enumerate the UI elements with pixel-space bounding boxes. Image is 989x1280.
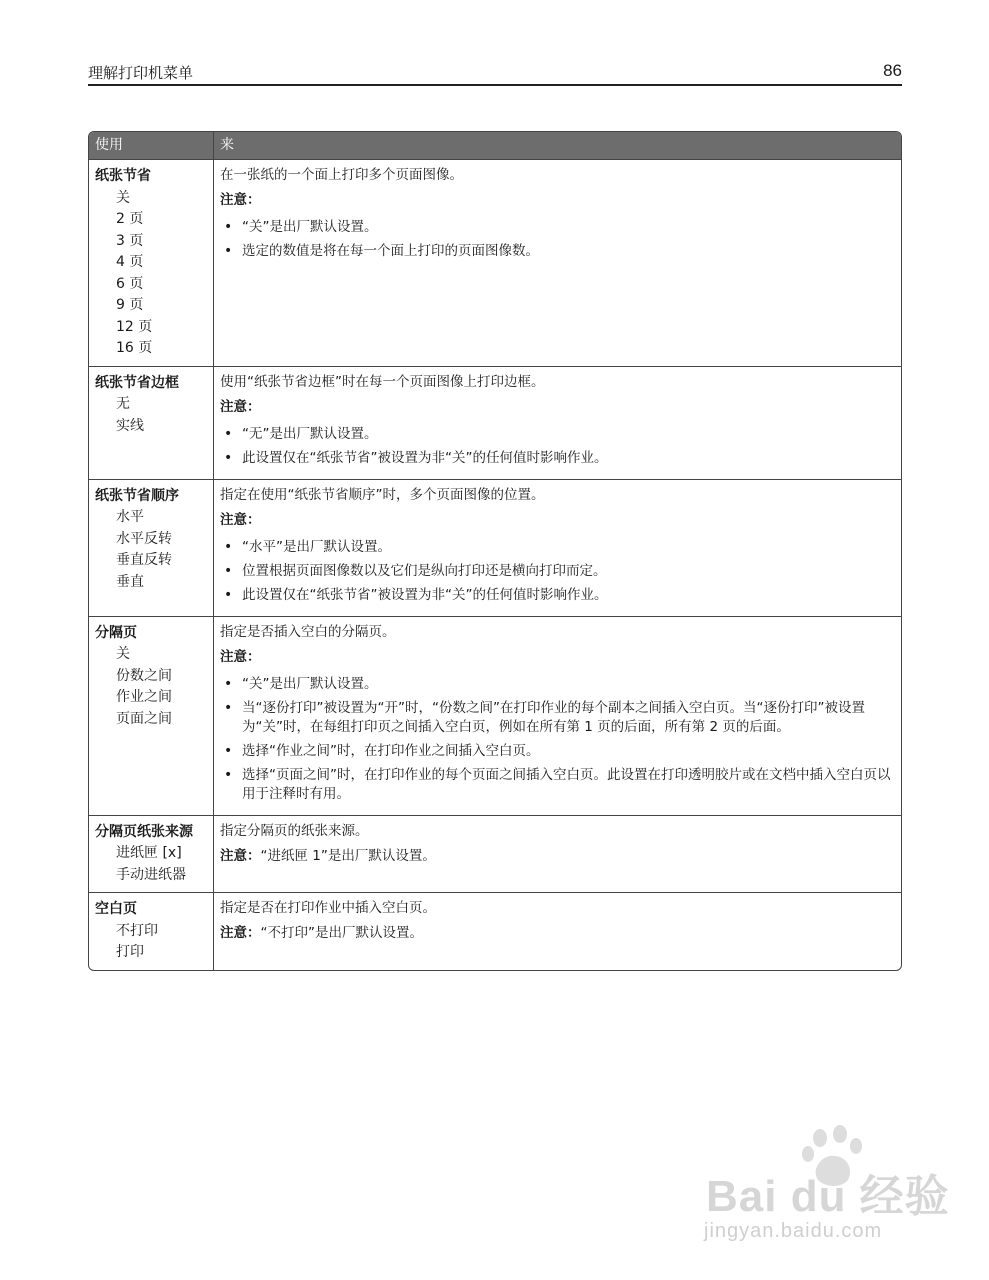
- note-text: “进纸匣 1”是出厂默认设置。: [260, 847, 436, 864]
- menu-option: 12 页: [116, 318, 153, 335]
- table-row: [89, 159, 901, 366]
- menu-option: 3 页: [116, 232, 144, 249]
- page-number: 86: [883, 61, 902, 80]
- note-item: • 当“逐份打印”被设置为“开”时，“份数之间”在打印作业的每个副本之间插入空白页。当“逐份打印”被设置为“关”时，在每组打印页之间插入空白页，例如在所有第 1 页的后面，所有第 2 页的后面。: [220, 699, 893, 737]
- menu-option: 垂直反转: [116, 552, 172, 568]
- menu-option: 4 页: [116, 254, 144, 270]
- note-item: • 选定的数值是将在每一个面上打印的页面图像数。: [220, 242, 893, 261]
- description-cell: [214, 480, 901, 616]
- description-text: 指定是否在打印作业中插入空白页。: [220, 900, 436, 916]
- menu-item-cell: [89, 367, 214, 479]
- menu-item-name: 空白页: [95, 901, 137, 917]
- menu-option: 份数之间: [116, 667, 172, 684]
- watermark-logo: Bai du 经验: [706, 1172, 950, 1221]
- note-list: [220, 675, 893, 804]
- table-row: [89, 892, 901, 970]
- menu-option: 实线: [116, 417, 144, 434]
- menu-item-cell: [89, 480, 214, 616]
- description-text: 指定分隔页的纸张来源。: [220, 822, 369, 839]
- menu-item-name: 分隔页纸张来源: [95, 823, 193, 840]
- note-item: • “无”是出厂默认设置。: [220, 425, 893, 444]
- note-item: • “水平”是出厂默认设置。: [220, 538, 893, 557]
- note-label: 注意：: [220, 925, 261, 941]
- note-list: [220, 425, 893, 468]
- menu-item-name: 纸张节省边框: [95, 374, 179, 391]
- menu-option: 9 页: [116, 297, 144, 313]
- menu-table: [88, 131, 902, 971]
- menu-option: 进纸匣 [x]: [116, 845, 182, 861]
- menu-option: 16 页: [116, 340, 153, 356]
- description-cell: [214, 617, 901, 815]
- table-row: [89, 616, 901, 815]
- baidu-watermark: [700, 1120, 950, 1260]
- note-label: 注意：: [220, 648, 261, 665]
- note-item: • “关”是出厂默认设置。: [220, 218, 893, 237]
- section-title: 理解打印机菜单: [88, 64, 194, 82]
- description-text: 使用“纸张节省边框”时在每一个页面图像上打印边框。: [220, 373, 545, 390]
- note-item: • 选择“页面之间”时，在打印作业的每个页面之间插入空白页。此设置在打印透明胶片或在文档中插入空白页以用于注释时有用。: [220, 766, 893, 804]
- note-list: [220, 538, 893, 605]
- menu-option: 页面之间: [116, 710, 172, 727]
- menu-item-cell: [89, 816, 214, 893]
- column-header-to: 来: [220, 137, 234, 153]
- note-text: “不打印”是出厂默认设置。: [260, 925, 423, 941]
- note-list: [220, 218, 893, 261]
- menu-item-cell: [89, 617, 214, 815]
- description-cell: [214, 160, 901, 366]
- column-header-use: 使用: [89, 132, 214, 159]
- menu-option: 手动进纸器: [116, 866, 186, 883]
- page-header: [88, 62, 902, 86]
- table-header: [89, 132, 901, 159]
- note-item: • “关”是出厂默认设置。: [220, 675, 893, 694]
- table-row: [89, 479, 901, 616]
- menu-option: 不打印: [116, 922, 158, 939]
- menu-item-name: 分隔页: [95, 624, 137, 641]
- menu-option: 2 页: [116, 211, 144, 227]
- note-item: • 此设置仅在“纸张节省”被设置为非“关”的任何值时影响作业。: [220, 449, 893, 468]
- note-label: 注意：: [220, 847, 261, 864]
- menu-option: 关: [116, 189, 130, 206]
- note-item: • 选择“作业之间”时，在打印作业之间插入空白页。: [220, 742, 893, 761]
- menu-option: 作业之间: [116, 689, 172, 705]
- menu-option: 水平: [116, 509, 144, 525]
- note-item: • 位置根据页面图像数以及它们是纵向打印还是横向打印而定。: [220, 562, 893, 581]
- menu-option: 水平反转: [116, 530, 172, 547]
- menu-option: 打印: [116, 944, 144, 960]
- note-label: 注意：: [220, 511, 261, 528]
- watermark-url: jingyan.baidu.com: [704, 1220, 883, 1242]
- description-cell: [214, 816, 901, 893]
- table-row: [89, 815, 901, 893]
- note-label: 注意：: [220, 192, 261, 208]
- menu-item-name: 纸张节省: [95, 168, 151, 184]
- menu-item-cell: [89, 160, 214, 366]
- description-text: 指定在使用“纸张节省顺序”时，多个页面图像的位置。: [220, 486, 545, 503]
- menu-option: 6 页: [116, 275, 144, 292]
- menu-option: 无: [116, 396, 130, 412]
- menu-option: 垂直: [116, 573, 144, 590]
- menu-item-cell: [89, 893, 214, 970]
- note-item: • 此设置仅在“纸张节省”被设置为非“关”的任何值时影响作业。: [220, 586, 893, 605]
- menu-item-name: 纸张节省顺序: [95, 487, 179, 504]
- note-label: 注意：: [220, 398, 261, 415]
- description-cell: [214, 893, 901, 970]
- menu-option: 关: [116, 646, 130, 662]
- inline-note: [220, 924, 893, 943]
- description-text: 指定是否插入空白的分隔页。: [220, 623, 396, 640]
- table-row: [89, 366, 901, 479]
- description-text: 在一张纸的一个面上打印多个页面图像。: [220, 167, 463, 183]
- description-cell: [214, 367, 901, 479]
- inline-note: [220, 847, 893, 866]
